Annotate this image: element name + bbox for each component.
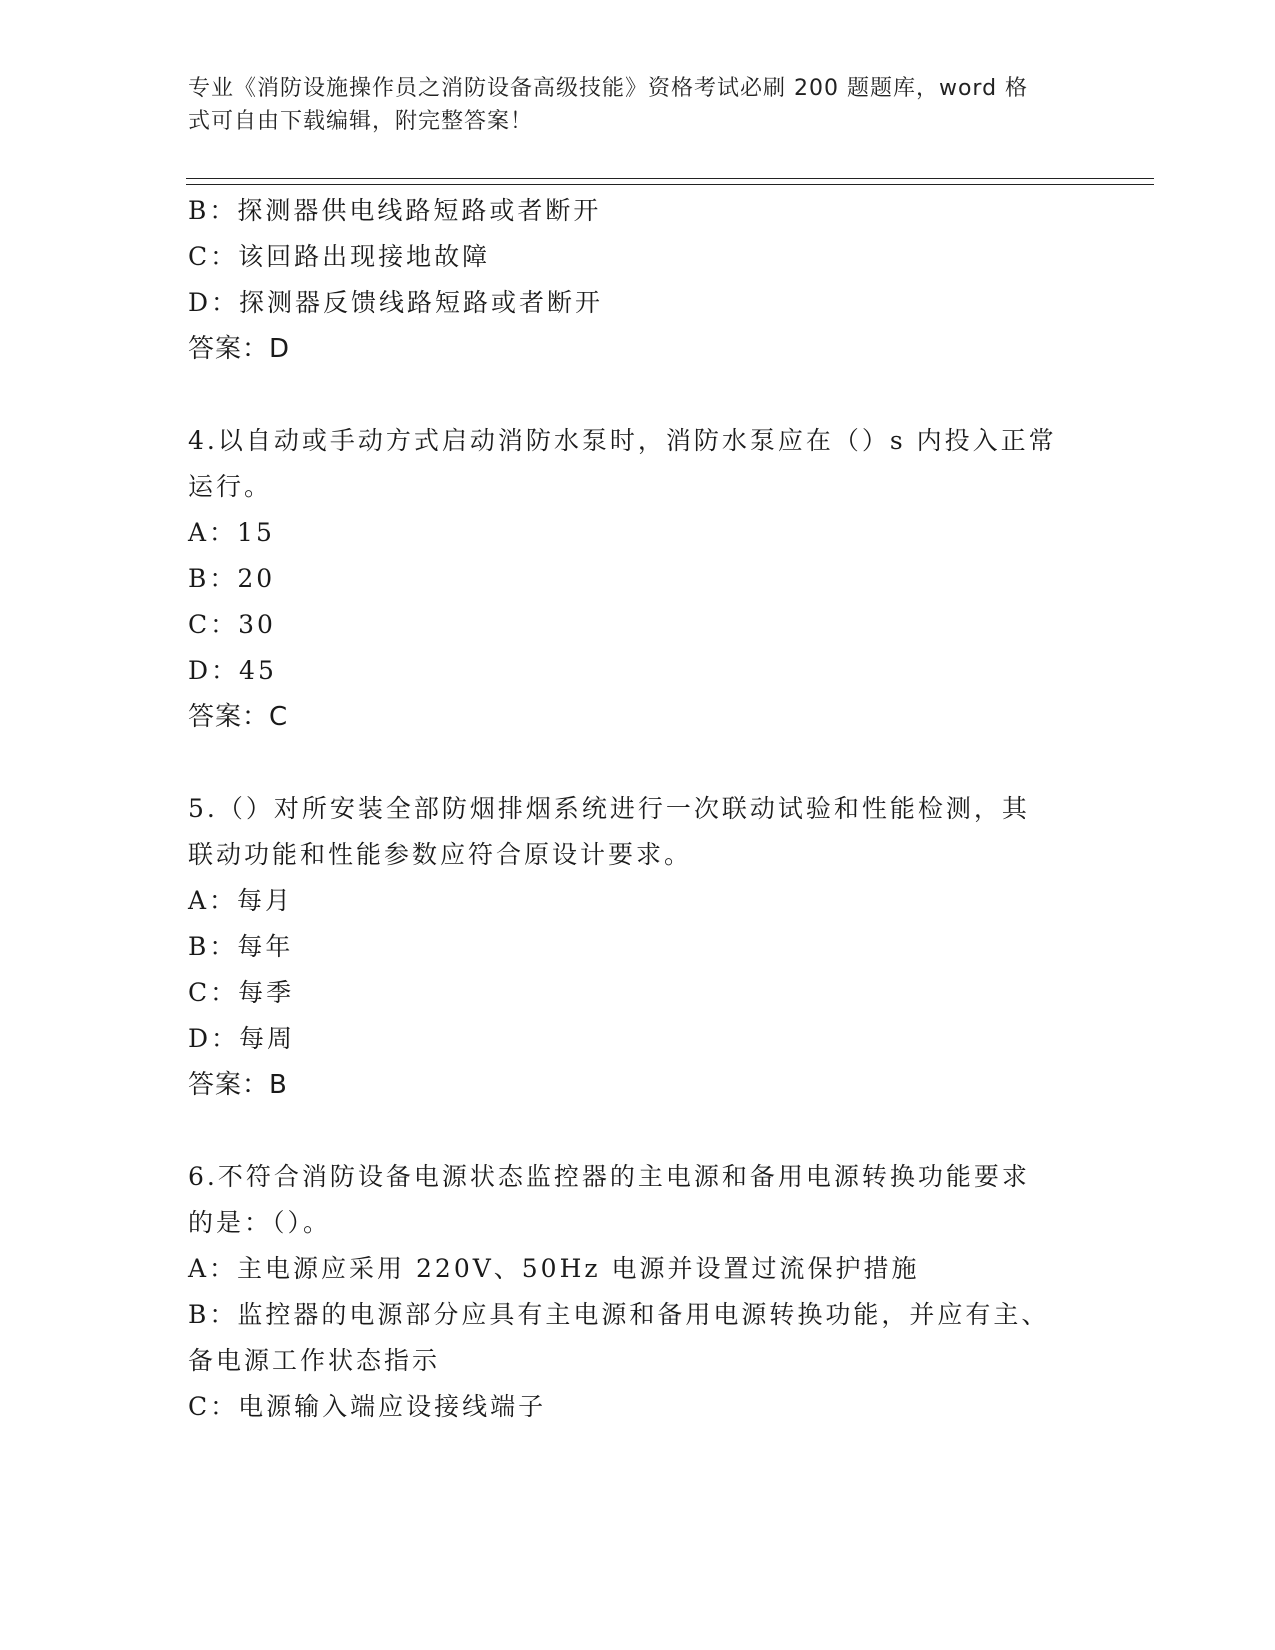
question-stem-line-2: 联动功能和性能参数应符合原设计要求。: [188, 840, 693, 869]
previous-question: [188, 188, 1088, 372]
option-c: C：电源输入端应设接线端子: [188, 1392, 547, 1421]
answer: 答案：B: [188, 1070, 288, 1100]
option-b: B：探测器供电线路短路或者断开: [188, 196, 602, 225]
header-divider-top: [186, 178, 1154, 179]
option-a: A：15: [188, 518, 275, 547]
option-b: B：20: [188, 564, 276, 593]
question-stem-line-1: 4.以自动或手动方式启动消防水泵时，消防水泵应在（）s 内投入正常: [188, 426, 1057, 455]
option-c: C：30: [188, 610, 276, 639]
answer: 答案：C: [188, 702, 289, 732]
option-c: C：该回路出现接地故障: [188, 242, 491, 271]
option-a: A：主电源应采用 220V、50Hz 电源并设置过流保护措施: [188, 1254, 920, 1283]
option-d: D：45: [188, 656, 277, 685]
option-a: A：每月: [188, 886, 294, 915]
answer: 答案：D: [188, 334, 291, 364]
question-content: [188, 188, 1088, 1430]
spacer: [188, 1108, 1088, 1154]
option-c: C：每季: [188, 978, 295, 1007]
option-b: B：监控器的电源部分应具有主电源和备用电源转换功能，并应有主、: [188, 1300, 1050, 1329]
option-d: D：每周: [188, 1024, 296, 1053]
option-b: B：每年: [188, 932, 294, 961]
spacer: [188, 740, 1088, 786]
question-stem-line-1: 5.（）对所安装全部防烟排烟系统进行一次联动试验和性能检测，其: [188, 794, 1030, 823]
question-stem-line-2: 的是：（）。: [188, 1208, 332, 1237]
question-6: [188, 1154, 1088, 1430]
spacer: [188, 372, 1088, 418]
question-5: [188, 786, 1088, 1108]
option-b-continued: 备电源工作状态指示: [188, 1346, 441, 1375]
header-line-2: 式可自由下载编辑，附完整答案！: [188, 109, 534, 134]
header-divider-bottom: [186, 184, 1154, 185]
header-line-1: 专业《消防设施操作员之消防设备高级技能》资格考试必刷 200 题题库，word 格: [188, 76, 1029, 101]
document-header: [188, 72, 1068, 138]
question-4: [188, 418, 1088, 740]
question-stem-line-1: 6.不符合消防设备电源状态监控器的主电源和备用电源转换功能要求: [188, 1162, 1030, 1191]
question-stem-line-2: 运行。: [188, 472, 273, 501]
option-d: D：探测器反馈线路短路或者断开: [188, 288, 604, 317]
